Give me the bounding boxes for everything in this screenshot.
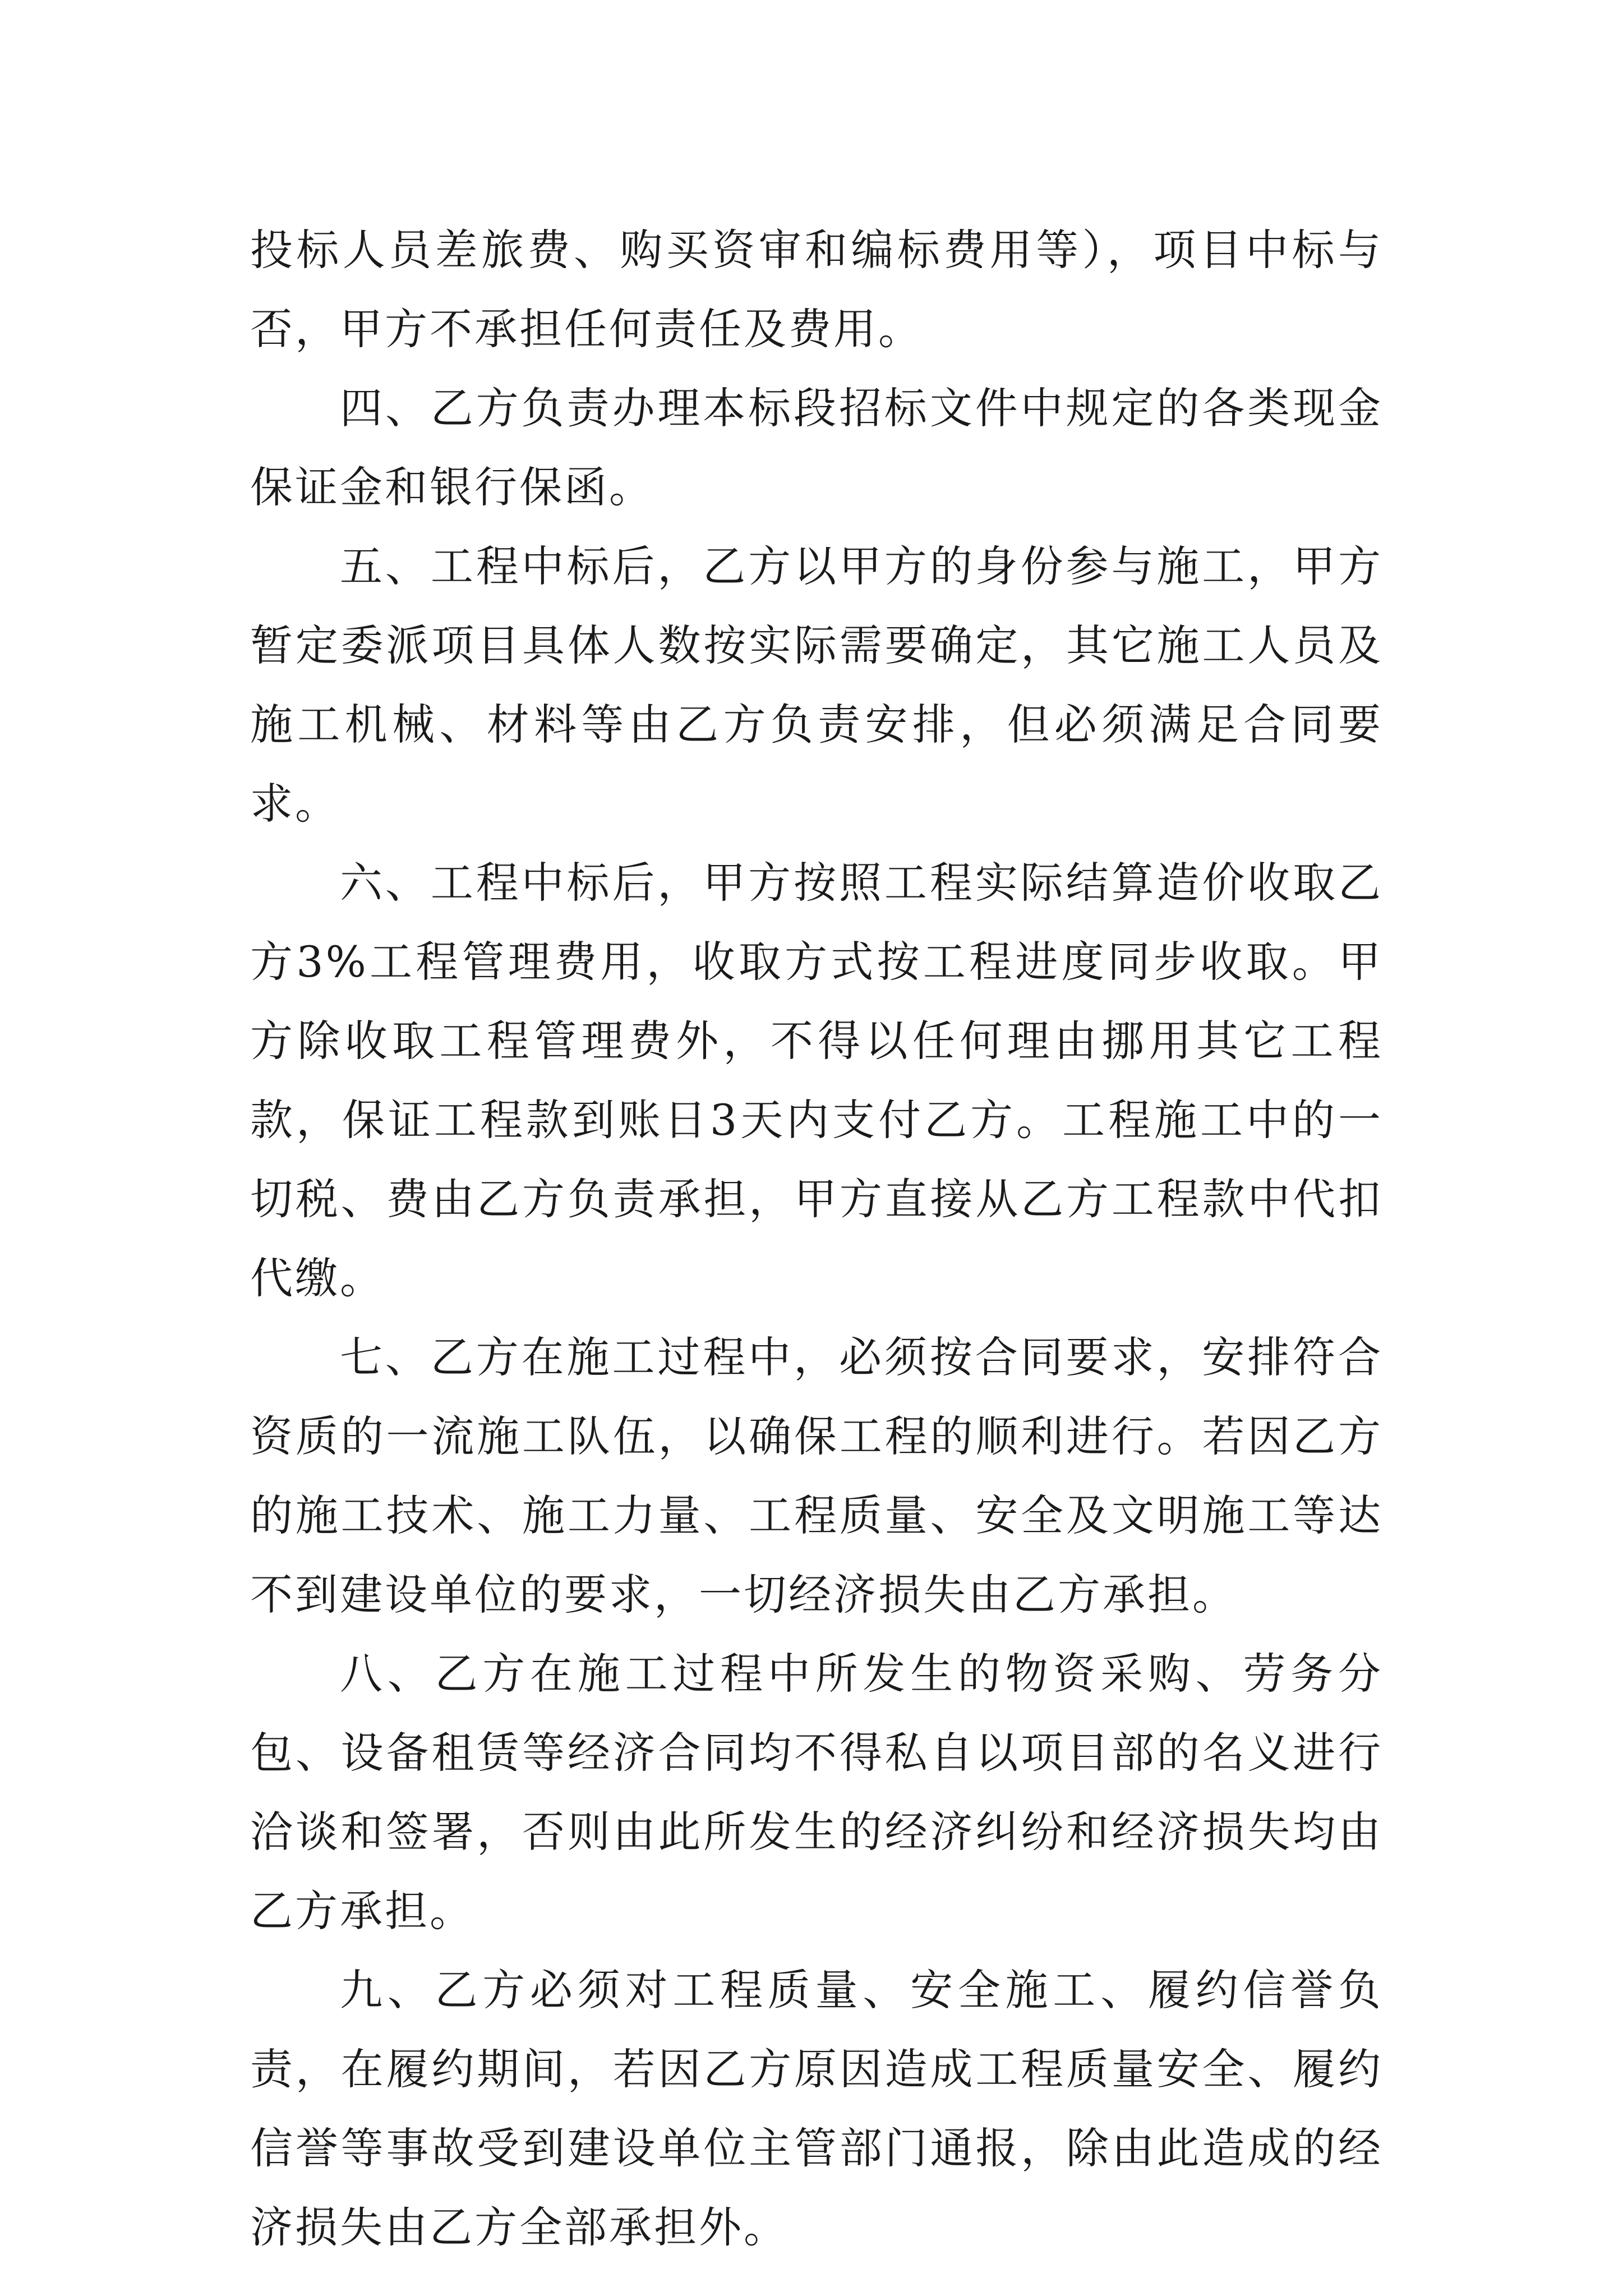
paragraph-clause-5: 五、工程中标后，乙方以甲方的身份参与施工，甲方暂定委派项目具体人数按实际需要确定，其它施工人员及施工机械、材料等由乙方负责安排，但必须满足合同要求。 — [250, 541, 1383, 829]
paragraph-clause-6: 六、工程中标后，甲方按照工程实际结算造价收取乙方3%工程管理费用，收取方式按工程进度同步收取。甲方除收取工程管理费外，不得以任何理由挪用其它工程款，保证工程款到账日3天内支付乙方。工程施工中的一切税、费由乙方负责承担，甲方直接从乙方工程款中代扣代缴。 — [250, 858, 1383, 1303]
paragraph-continuation: 投标人员差旅费、购买资审和编标费用等），项目中标与否，甲方不承担任何责任及费用。 — [250, 225, 1383, 354]
paragraph-clause-7: 七、乙方在施工过程中，必须按合同要求，安排符合资质的一流施工队伍，以确保工程的顺利进行。若因乙方的施工技术、施工力量、工程质量、安全及文明施工等达不到建设单位的要求，一切经济损失由乙方承担。 — [250, 1332, 1383, 1619]
paragraph-clause-9: 九、乙方必须对工程质量、安全施工、履约信誉负责，在履约期间，若因乙方原因造成工程质量安全、履约信誉等事故受到建设单位主管部门通报，除由此造成的经济损失由乙方全部承担外。 — [250, 1965, 1383, 2252]
paragraph-clause-8: 八、乙方在施工过程中所发生的物资采购、劳务分包、设备租赁等经济合同均不得私自以项目部的名义进行洽谈和签署，否则由此所发生的经济纠纷和经济损失均由乙方承担。 — [250, 1649, 1383, 1936]
document-body — [250, 210, 1383, 2267]
paragraph-clause-4: 四、乙方负责办理本标段招标文件中规定的各类现金保证金和银行保函。 — [250, 383, 1383, 512]
